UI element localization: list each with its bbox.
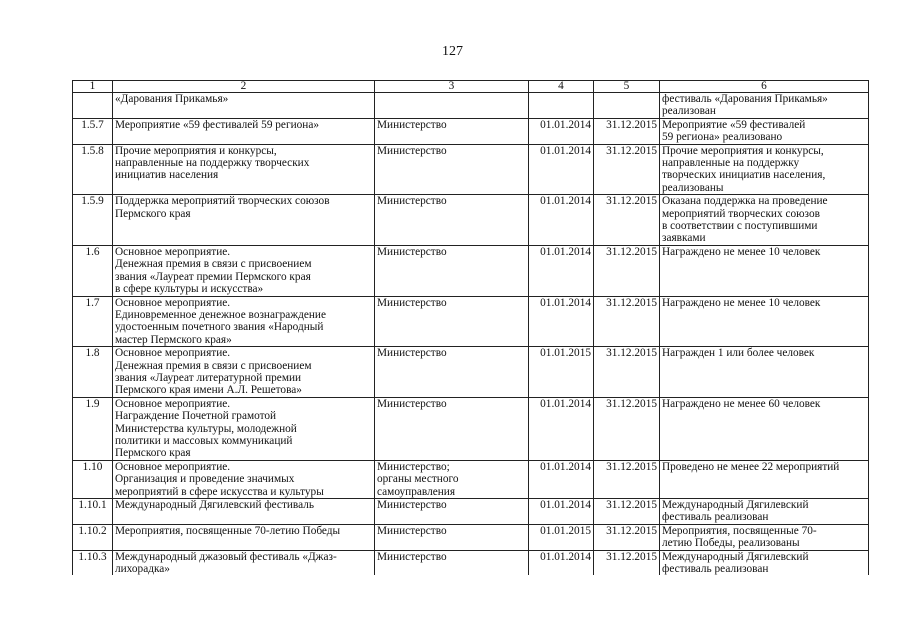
end-date-cell: 31.12.2015 xyxy=(594,144,660,195)
result-cell: Оказана поддержка на проведение мероприятий творческих союзов в соответствии с поступившими заявками xyxy=(660,195,869,246)
start-date-cell: 01.01.2014 xyxy=(529,296,594,347)
end-date-cell xyxy=(594,93,660,119)
event-name-cell: Поддержка мероприятий творческих союзов Пермского края xyxy=(113,195,375,246)
end-date-cell: 31.12.2015 xyxy=(594,195,660,246)
responsible-cell: Министерство xyxy=(375,195,529,246)
responsible-cell: Министерство xyxy=(375,524,529,550)
responsible-cell: Министерство xyxy=(375,397,529,460)
table-row xyxy=(73,397,869,460)
result-cell: Прочие мероприятия и конкурсы, направленные на поддержку творческих инициатив населения, реализованы xyxy=(660,144,869,195)
header-cell: 5 xyxy=(594,81,660,93)
end-date-cell: 31.12.2015 xyxy=(594,118,660,144)
row-number-cell: 1.10.2 xyxy=(73,524,113,550)
result-cell: Международный Дягилевский фестиваль реализован xyxy=(660,499,869,525)
end-date-cell: 31.12.2015 xyxy=(594,397,660,460)
responsible-cell: Министерство; органы местного самоуправления xyxy=(375,460,529,498)
event-name-cell: «Дарования Прикамья» xyxy=(113,93,375,119)
event-name-cell: Основное мероприятие. Денежная премия в связи с присвоением звания «Лауреат премии Пермского края в сфере культуры и искусства» xyxy=(113,245,375,296)
table-row xyxy=(73,499,869,525)
start-date-cell: 01.01.2014 xyxy=(529,118,594,144)
end-date-cell: 31.12.2015 xyxy=(594,460,660,498)
table-row xyxy=(73,245,869,296)
start-date-cell: 01.01.2014 xyxy=(529,460,594,498)
row-number-cell: 1.6 xyxy=(73,245,113,296)
result-cell: Награждено не менее 10 человек xyxy=(660,296,869,347)
event-name-cell: Мероприятие «59 фестивалей 59 региона» xyxy=(113,118,375,144)
start-date-cell: 01.01.2014 xyxy=(529,245,594,296)
result-cell: Проведено не менее 22 мероприятий xyxy=(660,460,869,498)
program-table xyxy=(72,80,869,575)
event-name-cell: Международный Дягилевский фестиваль xyxy=(113,499,375,525)
start-date-cell: 01.01.2014 xyxy=(529,499,594,525)
end-date-cell: 31.12.2015 xyxy=(594,245,660,296)
result-cell: Мероприятие «59 фестивалей 59 региона» реализовано xyxy=(660,118,869,144)
page-number: 127 xyxy=(442,44,463,59)
table-row xyxy=(73,195,869,246)
event-name-cell: Основное мероприятие. Денежная премия в связи с присвоением звания «Лауреат литературной премии Пермского края имени А.Л. Решетова» xyxy=(113,347,375,398)
result-cell: фестиваль «Дарования Прикамья» реализован xyxy=(660,93,869,119)
result-cell: Награждено не менее 10 человек xyxy=(660,245,869,296)
start-date-cell xyxy=(529,93,594,119)
header-row xyxy=(73,81,869,93)
header-cell: 6 xyxy=(660,81,869,93)
header-cell: 2 xyxy=(113,81,375,93)
row-number-cell: 1.8 xyxy=(73,347,113,398)
row-number-cell: 1.10 xyxy=(73,460,113,498)
end-date-cell: 31.12.2015 xyxy=(594,296,660,347)
start-date-cell: 01.01.2015 xyxy=(529,347,594,398)
table-row xyxy=(73,296,869,347)
event-name-cell: Мероприятия, посвященные 70-летию Победы xyxy=(113,524,375,550)
responsible-cell xyxy=(375,93,529,119)
row-number-cell: 1.5.9 xyxy=(73,195,113,246)
event-name-cell: Прочие мероприятия и конкурсы, направленные на поддержку творческих инициатив населения xyxy=(113,144,375,195)
row-number-cell: 1.9 xyxy=(73,397,113,460)
responsible-cell: Министерство xyxy=(375,144,529,195)
result-cell: Награжден 1 или более человек xyxy=(660,347,869,398)
responsible-cell: Министерство xyxy=(375,245,529,296)
table-row xyxy=(73,347,869,398)
responsible-cell: Министерство xyxy=(375,499,529,525)
start-date-cell: 01.01.2014 xyxy=(529,144,594,195)
table-row xyxy=(73,460,869,498)
start-date-cell: 01.01.2014 xyxy=(529,195,594,246)
responsible-cell: Министерство xyxy=(375,118,529,144)
responsible-cell: Министерство xyxy=(375,296,529,347)
row-number-cell: 1.5.7 xyxy=(73,118,113,144)
row-number-cell xyxy=(73,93,113,119)
event-name-cell: Международный джазовый фестиваль «Джаз- лихорадка» xyxy=(113,550,375,575)
result-cell: Награждено не менее 60 человек xyxy=(660,397,869,460)
row-number-cell: 1.5.8 xyxy=(73,144,113,195)
end-date-cell: 31.12.2015 xyxy=(594,499,660,525)
header-cell: 3 xyxy=(375,81,529,93)
row-number-cell: 1.10.1 xyxy=(73,499,113,525)
event-name-cell: Основное мероприятие. Организация и проведение значимых мероприятий в сфере искусства и культуры xyxy=(113,460,375,498)
start-date-cell: 01.01.2015 xyxy=(529,524,594,550)
table-row xyxy=(73,93,869,119)
row-number-cell: 1.10.3 xyxy=(73,550,113,575)
start-date-cell: 01.01.2014 xyxy=(529,397,594,460)
table-row xyxy=(73,524,869,550)
end-date-cell: 31.12.2015 xyxy=(594,347,660,398)
table-row xyxy=(73,118,869,144)
result-cell: Мероприятия, посвященные 70- летию Победы, реализованы xyxy=(660,524,869,550)
table-row xyxy=(73,550,869,575)
table-row xyxy=(73,144,869,195)
row-number-cell: 1.7 xyxy=(73,296,113,347)
end-date-cell: 31.12.2015 xyxy=(594,550,660,575)
event-name-cell: Основное мероприятие. Единовременное денежное вознаграждение удостоенным почетного звания «Народный мастер Пермского края» xyxy=(113,296,375,347)
header-cell: 4 xyxy=(529,81,594,93)
header-cell: 1 xyxy=(73,81,113,93)
start-date-cell: 01.01.2014 xyxy=(529,550,594,575)
event-name-cell: Основное мероприятие. Награждение Почетной грамотой Министерства культуры, молодежной политики и массовых коммуникаций Пермского края xyxy=(113,397,375,460)
end-date-cell: 31.12.2015 xyxy=(594,524,660,550)
responsible-cell: Министерство xyxy=(375,347,529,398)
result-cell: Международный Дягилевский фестиваль реализован xyxy=(660,550,869,575)
responsible-cell: Министерство xyxy=(375,550,529,575)
